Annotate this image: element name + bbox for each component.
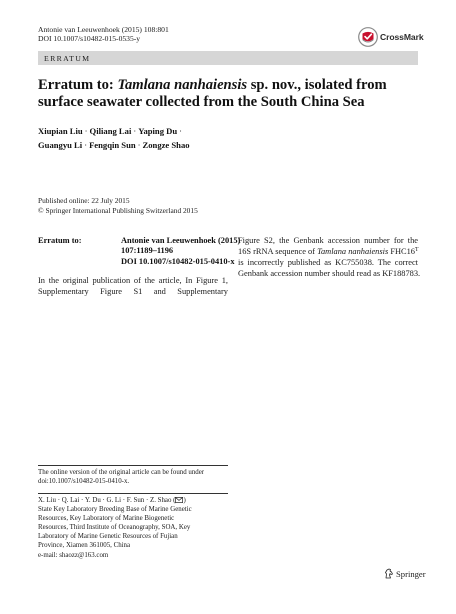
body-right-paragraph	[238, 236, 421, 280]
body-strain-type-mark: T	[414, 246, 419, 253]
corresponding-email[interactable]: e-mail: shaozz@163.com	[38, 551, 109, 559]
affiliation-line: Resources, Third Institute of Oceanography, SOA, Key	[38, 524, 191, 532]
article-title	[38, 77, 430, 111]
article-doi[interactable]: DOI 10.1007/s10482-015-0535-y	[38, 34, 141, 44]
body-strain-name: FHC16	[388, 246, 415, 256]
body-right-line-1: Figure S2, the Genbank accession number for the	[238, 236, 418, 245]
affiliation-authors-close: )	[183, 497, 186, 504]
author-name[interactable]: Fengqin Sun	[89, 140, 136, 151]
affiliation-author-names: X. Liu · Q. Lai · Y. Du · G. Li · F. Sun · Z. Shao (	[38, 497, 176, 504]
author-name[interactable]: Zongze Shao	[142, 140, 190, 151]
author-separator: ·	[133, 126, 137, 136]
crossmark-badge[interactable]	[358, 27, 424, 47]
body-right-line-3: is incorrectly published as KC755038. The correct	[238, 257, 418, 267]
affiliation-authors	[38, 496, 238, 505]
title-prefix: Erratum to:	[38, 77, 118, 93]
crossmark-icon	[358, 27, 378, 47]
journal-header	[38, 25, 169, 44]
footnote-period: .	[127, 477, 130, 485]
title-suffix: sp. nov., isolated from surface seawater collected from the South China Sea	[38, 77, 387, 110]
affiliation-line: Province, Xiamen 361005, China	[38, 542, 131, 550]
erratum-citation	[38, 236, 240, 267]
springer-horse-icon	[384, 568, 394, 579]
author-affiliation	[38, 496, 238, 560]
author-name[interactable]: Yaping Du	[138, 126, 178, 136]
crossmark-label: CrossMark	[380, 32, 424, 42]
author-line-1	[38, 124, 338, 138]
author-list	[38, 124, 338, 152]
published-online-date: Published online: 22 July 2015	[38, 196, 130, 205]
author-separator: ·	[84, 126, 88, 136]
affiliation-line: Laboratory of Marine Genetic Resources of Fujian	[38, 533, 178, 541]
copyright-notice: © Springer International Publishing Switzerland 2015	[38, 205, 198, 215]
erratum-citation-row	[38, 236, 240, 246]
author-line-2	[38, 138, 338, 152]
affiliation-line: State Key Laboratory Breeding Base of Marine Genetic	[38, 506, 192, 514]
footnote-line-2	[38, 478, 238, 487]
author-name[interactable]: Xiupian Liu	[38, 126, 83, 136]
journal-citation: Antonie van Leeuwenhoek (2015) 108:801	[38, 25, 169, 34]
title-species: Tamlana nanhaiensis	[117, 77, 248, 93]
author-separator: ·	[179, 126, 183, 136]
erratum-to-label: Erratum to:	[38, 236, 82, 245]
body-left-paragraph: In the original publication of the article, In Figure 1, Supplementary Figure S1 and Supplementary	[38, 276, 228, 296]
publisher-logo	[384, 568, 426, 579]
footnote-doi-prefix: doi:	[38, 477, 49, 485]
author-name[interactable]: Guangyu Li	[38, 140, 83, 151]
body-right-line-4: Genbank accession number should read as KF188783.	[238, 268, 421, 278]
body-right-line-2	[238, 247, 418, 258]
publisher-name: Springer	[396, 568, 426, 579]
author-name[interactable]: Qiliang Lai	[89, 126, 132, 136]
author-separator: ·	[84, 140, 88, 151]
footnote-rule	[38, 465, 228, 466]
body-species-name: Tamlana nanhaiensis	[317, 246, 389, 256]
affiliation-line: Resources, Key Laboratory of Marine Biogenetic	[38, 515, 175, 523]
body-right-text: 16S rRNA sequence of	[238, 246, 318, 256]
publication-info	[38, 196, 198, 215]
affiliation-rule	[38, 493, 228, 494]
erratum-citation-journal: Antonie van Leeuwenhoek (2015)	[121, 236, 241, 245]
erratum-citation-doi[interactable]: DOI 10.1007/s10482-015-0410-x	[121, 256, 235, 266]
footnote-doi-link[interactable]: 10.1007/s10482-015-0410-x	[48, 477, 128, 485]
author-separator: ·	[137, 140, 141, 151]
footnote	[38, 469, 238, 486]
section-label: ERRATUM	[44, 53, 91, 63]
footnote-line-1: The online version of the original article can be found under	[38, 469, 205, 476]
section-bar	[38, 51, 418, 65]
erratum-citation-volume: 107:1189–1196	[121, 246, 174, 256]
